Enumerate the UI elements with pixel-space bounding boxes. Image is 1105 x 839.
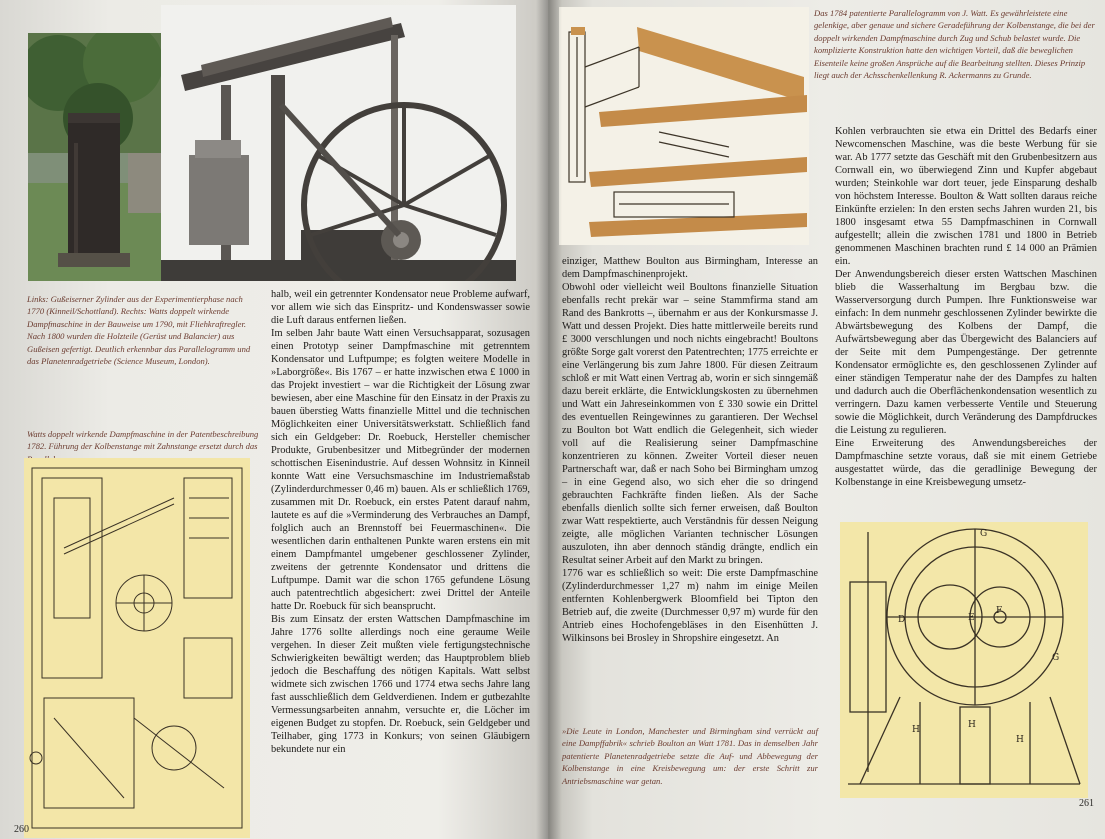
photo-watt-steam-engine — [161, 5, 516, 281]
gear-label-h-center: H — [968, 720, 976, 730]
right-text-column-2 — [835, 125, 1097, 489]
gear-label-h-left: H — [912, 725, 920, 735]
right-text-column-1 — [562, 255, 818, 645]
left-text-column — [271, 288, 530, 756]
caption-patent-drawing: Watts doppelt wirkende Dampfmaschine in der Patentbeschreibung 1782. Führung der Kolbenstange mit Zahnstange ersetzt durch das — [27, 429, 259, 452]
right-page — [548, 0, 1105, 839]
left-page-number: 260 — [14, 824, 29, 835]
planetary-gear-drawing — [840, 522, 1088, 798]
left-paragraph-1: halb, weil ein getrennter Kondensator neue Probleme aufwarf, vor allem wie sich das Einspritz- und Kondenswasser sowie die Luft daraus entfernen ließen. — [271, 289, 530, 326]
left-paragraph-2: Im selben Jahr baute Watt einen Versuchsapparat, sozusagen einen Prototyp seiner Dampfmaschine mit getrenntem Kondensator und Luftpumpe; es folgten weitere Modelle in »Laborgröße«. Bis 1767 – er hatte inzwischen etwa £ 1000 in das Projekt investiert – war die Richtigkeit der Lösung zwar bewiesen, aber eine Maschine für den Einsatz in der Praxis zu bauen überstieg Watts finanzielle Mittel und die technischen Möglichkeiten einer Universitätswerkstatt. Schließlich fand sich ein Geldgeber: Dr. Roebuck, Hersteller chemischer Produkte, Grubenbesitzer und Mitbegründer der modernen schottischen Eisenindustrie. Auf dessen Wohnsitz in Kinneil konnte Watt eine Versuchsmaschine im Industriemaßstab (Zylinderdurchmesser 0,46 m) bauen. Als er schließlich 1769, zusammen mit Dr. Roebuck, ein erstes Patent darauf nahm, lautete es auf die »Verminderung des Verbrauches an Dampf, folglich auch an Brennstoff bei Feuermaschinen«. Die wesentlichen darin enthaltenen Punkte waren erstens ein mit einem Dampfmantel umgebener geschlossener Zylinder, zweitens der getrennte Kondensator und drittens die Luftpumpe. Damit war die schon 1765 gefundene Lösung auch patentrechtlich abgesichert: zwei Drittel der Anteile hatte Dr. Roebuck für sich beansprucht. — [271, 328, 530, 612]
right-col2-paragraph-1: Kohlen verbrauchten sie etwa ein Drittel des Bedarfs einer Newcomenschen Maschine, was die beste Werbung für sie war. Ab 1777 setzte das Geschäft mit den Grubenbesitzern aus Cornwall ein, wo überwiegend Zinn und Kupfer abgebaut wurden; Steinkohle war dort teuer, jede Einsparung deshalb von höchstem Interesse. Boulton & Watt sollten daraus reiche Einkünfte erzielen: In den ersten sechs Jahren wurden 21, bis 1800 insgesamt etwa 55 Dampfmaschinen in Cornwall aufgestellt; allein die zwischen 1781 und 1800 in Betrieb genommenen Maschinen brachten rund £ 14 000 an Prämien ein. — [835, 126, 1097, 267]
left-paragraph-3: Bis zum Einsatz der ersten Wattschen Dampfmaschine im Jahre 1776 sollte allerdings noch eine geraume Weile vergehen. In dieser Zeit mußten viele fertigungstechnische Schwierigkeiten bewältigt werden; das Hauptproblem blieb jedoch die Beschaffung des nötigen Kapitals. Watt selbst widmete sich zwischen 1766 und 1774 etwa sechs Jahre lang fast ausschließlich dem Geldverdienen. Indem er gutbezahlte Vermessungsarbeiten annahm, versuchte er, die Löcher im eigenen Budget zu stopfen. Dr. Roebuck, sein Geldgeber und Teilhaber, ging 1773 in Konkurs; von seinen Gläubigern bekundete nur ein — [271, 614, 530, 755]
left-page — [0, 0, 548, 839]
photo-cast-iron-cylinder — [28, 33, 161, 281]
gear-label-g-top: G — [980, 529, 988, 539]
right-col1-paragraph-2: Obwohl oder vielleicht weil Boultons finanzielle Situation ebenfalls recht prekär war – seine Stammfirma stand am Rand des Bankrotts –, übernahm er aus der Konkursmasse J. Watt und dessen Projekt. Dies hatte mittlerweile bereits rund £ 3000 verschlungen und noch nichts eingebracht! Boultons größte Sorge galt vorerst den Patentrechten; 1775 erreichte er eine Verlängerung bis zum Jahre 1800. Für diesen Zeitraum schloß er mit Watt einen Vertrag ab, worin er sich sinngemäß dazu bereit erklärte, die Entwicklungskosten zu übernehmen und Watt ein Jahreseinkommen von £ 330 sowie ein Drittel des eventuellen Reingewinnes zu garantieren. Der Wechsel zu Boulton bot Watt endlich die Gelegenheit, sich wieder voll auf die Realisierung seiner Dampfmaschine konzentrieren zu können. Zweiter Vorteil dieser neuen Partnerschaft war, daß er nach Soho bei Birmingham umzog – in eine Gegend also, wo sich eher die so dringend gebrauchten Fachkräfte finden ließen. Als der Sache ebenfalls dienlich sollte sich ferner erweisen, daß Boulton zwar Watt respektierte, auch Verständnis für dessen Neigung zeigte, alle möglichen Varianten technischer Lösungen auszuloten, ihn aber dennoch ständig drängte, endlich ein Resultat seiner Arbeit auf den Markt zu bringen. — [562, 282, 818, 566]
gear-label-e: E — [968, 613, 975, 623]
right-col1-paragraph-1: einziger, Matthew Boulton aus Birmingham, Interesse an dem Dampfmaschinenprojekt. — [562, 256, 818, 280]
right-col2-paragraph-2: Der Anwendungsbereich dieser ersten Wattschen Maschinen blieb die Wasserhaltung im Bergbau bzw. die Wasserversorgung durch Pumpen. Ihre Funktionsweise war einfach: In dem nunmehr geschlossenen Zylinder bewirkte die Abwärtsbewegung des Kolbens der Dampf, die Aufwärtsbewegung aber das Übergewicht des Balanciers auf der Seite mit dem Pumpengestänge. Der getrennte Kondensator ermöglichte es, den geschlossenen Zylinder auf einer ständigen Temperatur nahe der des Dampfes zu halten und dadurch auch die Oberflächenkondensation wesentlich zu verringern. Dazu kamen verbesserte Ventile und Steuerung sowie die Möglichkeit, durch Veränderung des Dampfdruckes die Leistung zu regulieren. — [835, 269, 1097, 436]
parallelogram-drawing — [559, 7, 809, 245]
gear-label-f: F — [996, 606, 1003, 616]
patent-drawing-1782 — [24, 458, 250, 838]
caption-engine-photos: Links: Gußeiserner Zylinder aus der Experimentierphase nach 1770 (Kinneil/Schottland). Rechts: Watts doppelt wirkende Dampfmaschine in der Bauweise um 1790, mit Fliehkraftregler. Nach 1800 wurden die Holzteile (Gerüst und Balancier) aus Gußeisen gefertigt. Deutlich erkennbar das Parallelogramm und das Planetenradgetriebe (Science Museum, London). — [27, 294, 251, 367]
gear-label-h-right: H — [1016, 735, 1024, 745]
right-col1-paragraph-3: 1776 war es schließlich so weit: Die erste Dampfmaschine (Zylinderdurchmesser 1,27 m) nahm im einige Meilen entfernten Kohlenbergwerk Bloomfield bei Tipton den Betrieb auf, die zweite (Durchmesser 0,97 m) wurde für den Antrieb eines Hochofengebläses in den Eisenhütten J. Wilkinsons bei Brosley in Shropshire eingesetzt. An — [562, 568, 818, 644]
gear-label-g-right: G — [1052, 653, 1060, 663]
gear-label-d: D — [898, 615, 906, 625]
right-col2-paragraph-3: Eine Erweiterung des Anwendungsbereiches der Dampfmaschine setzte voraus, daß sie mit einem Getriebe ausgestattet würde, das die geradlinige Bewegung der Kolbenstange in eine Kreisbewegung umsetz- — [835, 438, 1097, 488]
right-page-number: 261 — [1079, 798, 1094, 809]
caption-boulton-quote: »Die Leute in London, Manchester und Birmingham sind verrückt auf eine Dampffabrik« schrieb Boulton an Watt 1781. Das in demselben Jahr patentierte Planetenradgetriebe setzte die Auf- und Abbewegung der Kolbenstange in eine Kreisbewegung um: der erste Schritt zur Antriebsmaschine war getan. — [562, 726, 818, 786]
caption-parallelogram: Das 1784 patentierte Parallelogramm von J. Watt. Es gewährleistete eine gelenkige, aber genaue und sichere Geradeführung der Kolbenstange, die bei der doppelt wirkenden Dampfmaschine durch Zug und Schub belastet wurde. Die komplizierte Konstruktion hatte den wichtigen Vorteil, daß die beweglichen Eisenteile keine großen Ansprüche auf die Bearbeitung stellten. Dieses Prinzip liegt auch der Achsschenkellenkung R. Ackermanns zu Grunde. — [814, 8, 1095, 81]
